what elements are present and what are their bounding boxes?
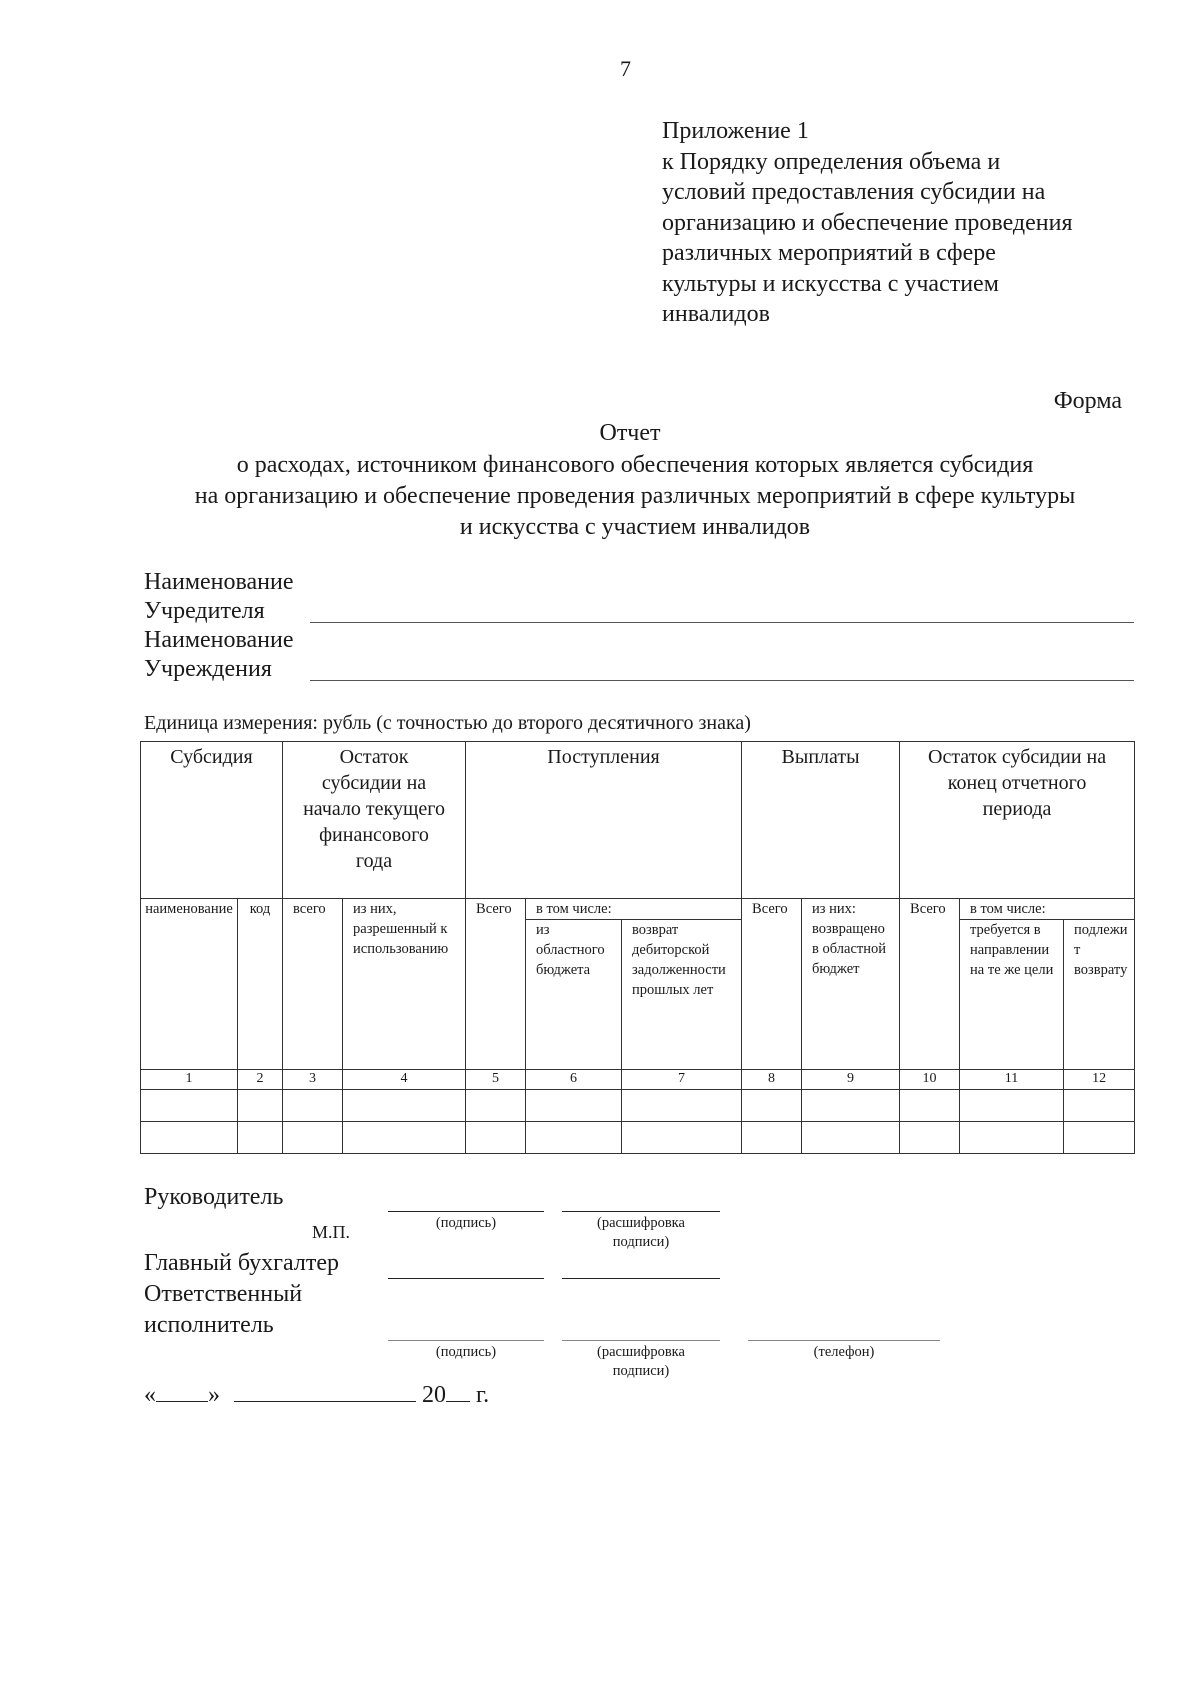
institution-field[interactable] [310,680,1134,681]
appendix-line: условий предоставления субсидии на [662,179,1046,205]
responsible-label-1: Ответственный [144,1281,303,1307]
head-label: Руководитель [144,1184,284,1210]
header-regional: из областного бюджета [526,920,622,1070]
founder-label [144,568,294,626]
table-group-header-row [141,742,1135,899]
decode-caption: (расшифровка подписи) [597,1344,685,1379]
date-open-quote: « [144,1382,156,1408]
appendix-line: Приложение 1 [662,118,809,144]
column-number: 5 [466,1070,526,1090]
form-label: Форма [1053,388,1122,414]
chief-accountant-label: Главный бухгалтер [144,1250,339,1276]
report-title: Отчет [599,420,661,446]
appendix-line: организацию и обеспечение проведения [662,209,1073,236]
chief-signature-line[interactable] [388,1278,544,1279]
header-needed: требуется в направлении на те же цели [960,920,1064,1070]
appendix-line: к Порядку определения объема и [662,148,1001,175]
table-sub-header-row [141,899,1135,920]
appendix-line: инвалидов [662,301,770,327]
column-number: 11 [960,1070,1064,1090]
header-code: код [238,899,283,1070]
institution-label-line: Наименование [144,627,294,653]
header-receipts: Поступления [466,742,742,899]
year-blank[interactable] [446,1401,470,1402]
phone-line[interactable] [748,1340,940,1341]
table-row[interactable] [141,1090,1135,1122]
header-refund: возврат дебиторской задолженности прошлых лет [622,920,742,1070]
day-blank[interactable] [156,1401,208,1402]
column-number: 3 [283,1070,343,1090]
head-signature-line[interactable] [388,1211,544,1212]
phone-caption: (телефон) [813,1344,875,1360]
stamp-label: М.П. [312,1222,351,1242]
decode-caption: (расшифровка подписи) [597,1215,685,1250]
responsible-label-2: исполнитель [144,1312,274,1338]
appendix-line: различных мероприятий в сфере [662,240,996,266]
header-total-10: Всего [900,899,960,1070]
header-returned-text: возвращено в областной бюджет [812,921,886,977]
column-number: 9 [802,1070,900,1090]
header-of-them: из них: [812,901,856,917]
year-suffix: г. [476,1382,490,1408]
header-returned [802,899,900,1070]
header-allowed: из них, разрешенный к использованию [343,899,466,1070]
institution-label [144,626,294,684]
subtitle-line: на организацию и обеспечение проведения различных мероприятий в сфере культуры [194,483,1076,509]
appendix-block [662,116,1132,330]
head-decode-line[interactable] [562,1211,720,1212]
header-total-5: Всего [466,899,526,1070]
column-number: 8 [742,1070,802,1090]
founder-label-line: Наименование [144,569,294,595]
page-number: 7 [620,56,631,81]
chief-decode-line[interactable] [562,1278,720,1279]
month-blank[interactable] [234,1401,416,1402]
signature-caption: (подпись) [435,1215,497,1231]
column-number: 4 [343,1070,466,1090]
column-number: 2 [238,1070,283,1090]
header-balance-start: Остаток субсидии на начало текущего финансового года [283,742,466,899]
report-table [140,741,1135,1154]
date-close-quote: » [208,1382,220,1408]
column-number: 7 [622,1070,742,1090]
subtitle-line: и искусства с участием инвалидов [459,514,811,540]
subtitle-line: о расходах, источником финансового обеспечения которых является субсидия [236,452,1034,478]
header-payments: Выплаты [742,742,900,899]
column-number-row [141,1070,1135,1090]
column-number: 6 [526,1070,622,1090]
date-line [144,1382,489,1409]
report-subtitle [140,450,1130,543]
responsible-signature-line[interactable] [388,1340,544,1341]
table-row[interactable] [141,1122,1135,1154]
column-number: 10 [900,1070,960,1090]
column-number: 1 [141,1070,238,1090]
header-including-receipts: в том числе: [526,899,742,920]
institution-label-line: Учреждения [144,656,272,682]
founder-label-line: Учредителя [144,598,265,624]
header-balance-end: Остаток субсидии на конец отчетного периода [900,742,1135,899]
unit-of-measure: Единица измерения: рубль (с точностью до второго десятичного знака) [144,712,751,734]
founder-field[interactable] [310,622,1134,623]
signature-caption: (подпись) [435,1344,497,1360]
column-number: 12 [1064,1070,1135,1090]
header-to-return: подлежит возврату [1064,920,1135,1070]
responsible-decode-line[interactable] [562,1340,720,1341]
appendix-line: культуры и искусства с участием [662,270,999,297]
header-total-8: Всего [742,899,802,1070]
header-including-end: в том числе: [960,899,1135,920]
year-prefix: 20 [422,1382,446,1408]
header-subsidy: Субсидия [141,742,283,899]
header-name: наименование [141,899,238,1070]
header-total-3: всего [283,899,343,1070]
